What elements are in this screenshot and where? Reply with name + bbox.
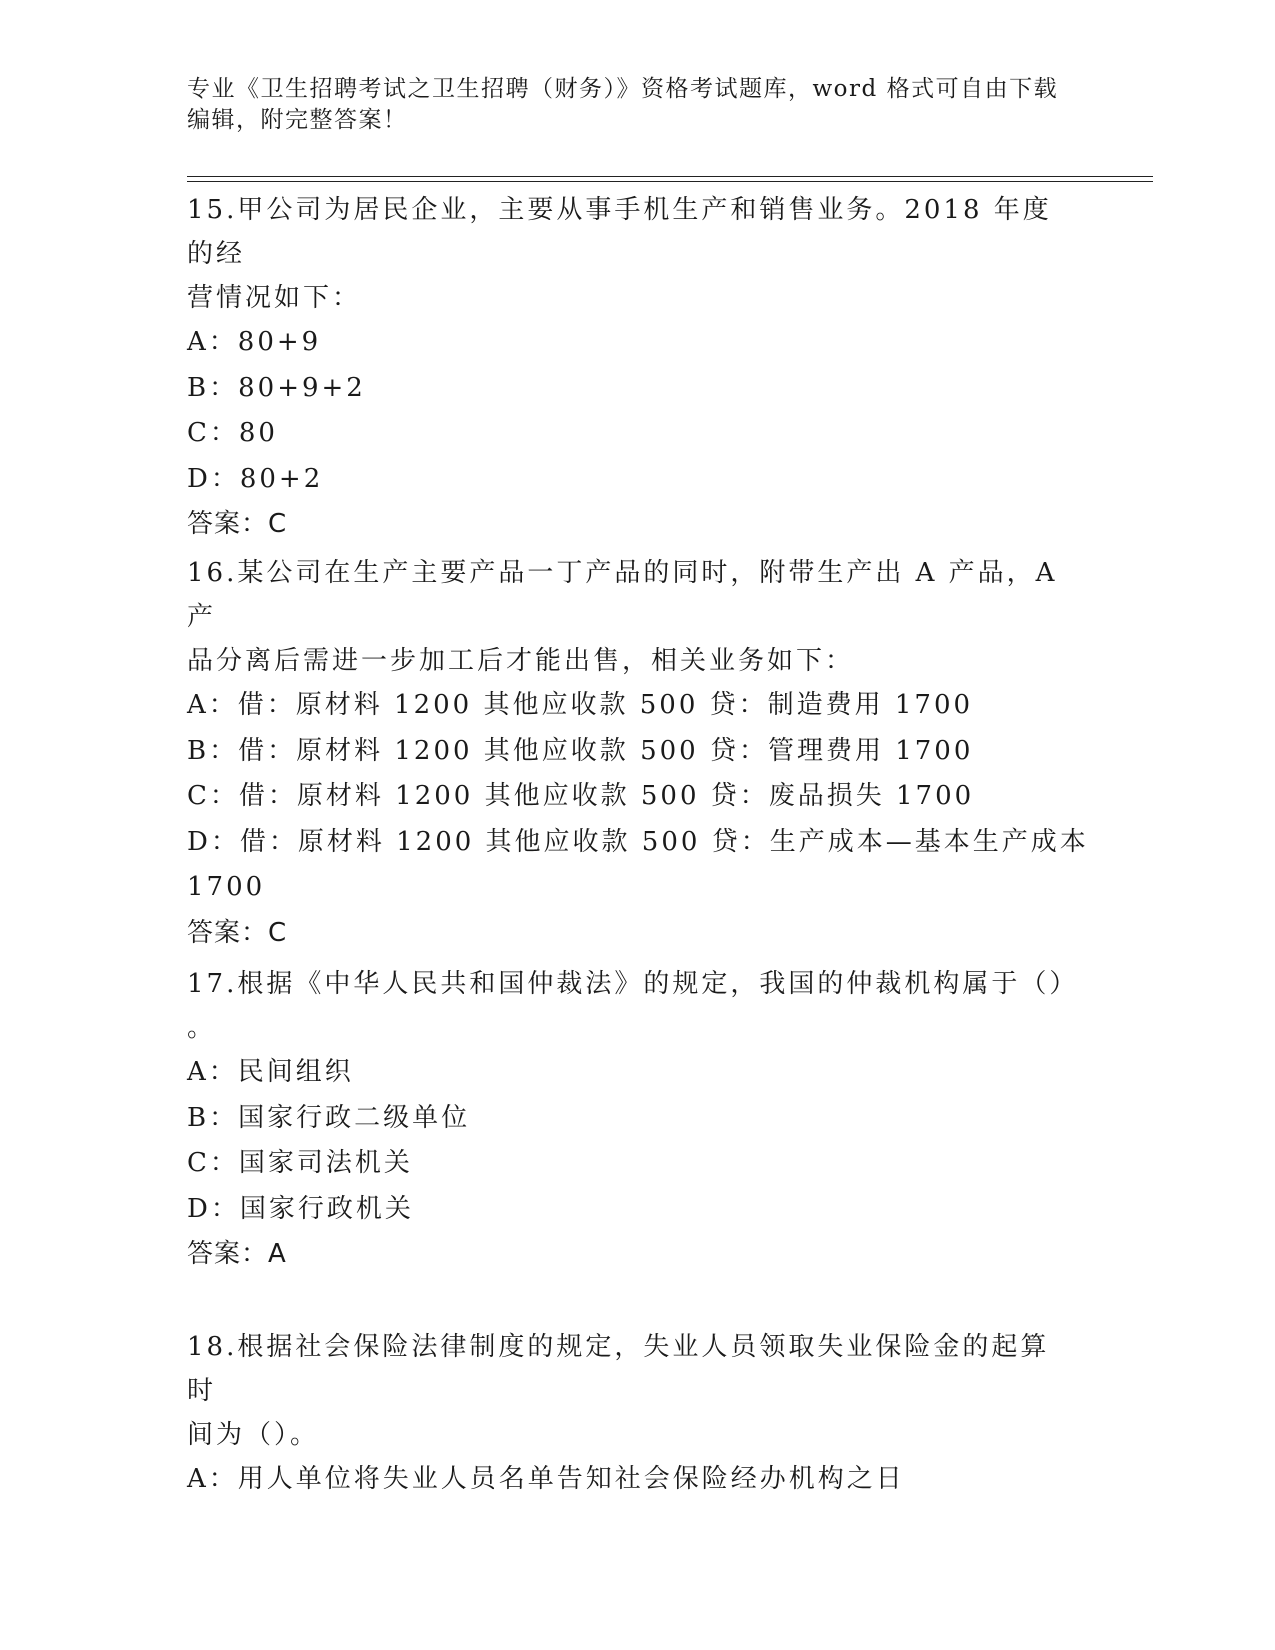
- option-b: B：国家行政二级单位: [187, 1102, 471, 1133]
- option-c: C：借：原材料 1200 其他应收款 500 贷：废品损失 1700: [187, 781, 975, 811]
- question-stem-continued: 营情况如下：: [187, 283, 362, 313]
- answer: 答案：C: [187, 917, 288, 948]
- option-b: B：借：原材料 1200 其他应收款 500 贷：管理费用 1700: [187, 735, 974, 766]
- question-16: [187, 551, 1089, 955]
- option-d: D：国家行政机关: [187, 1193, 414, 1224]
- option-b: B：80+9+2: [187, 372, 366, 403]
- question-15: [187, 188, 1067, 546]
- option-d: D：借：原材料 1200 其他应收款 500 贷：生产成本—基本生产成本: [187, 826, 1089, 857]
- option-d: D：80+2: [187, 463, 324, 494]
- question-stem-continued: 品分离后需进一步加工后才能出售，相关业务如下：: [187, 646, 855, 676]
- question-stem: 18.根据社会保险法律制度的规定，失业人员领取失业保险金的起算时: [187, 1332, 1050, 1406]
- question-18: [187, 1325, 1067, 1503]
- question-stem-continued: 。: [187, 1013, 217, 1043]
- document-header: [187, 74, 1067, 136]
- answer: 答案：A: [187, 1239, 287, 1269]
- header-line-1: 专业《卫生招聘考试之卫生招聘（财务）》资格考试题库，word 格式可自由下载: [187, 76, 1059, 102]
- option-d-continued: 1700: [187, 872, 266, 902]
- option-a: A：借：原材料 1200 其他应收款 500 贷：制造费用 1700: [187, 690, 974, 720]
- option-a: A：民间组织: [187, 1057, 354, 1087]
- option-c: C：80: [187, 418, 278, 448]
- header-divider-bottom: [187, 181, 1153, 182]
- question-17: [187, 962, 1079, 1276]
- option-c: C：国家司法机关: [187, 1148, 413, 1178]
- question-stem: 17.根据《中华人民共和国仲裁法》的规定，我国的仲裁机构属于（）: [187, 969, 1079, 999]
- option-a: A：80+9: [187, 327, 322, 357]
- answer: 答案：C: [187, 509, 288, 539]
- question-stem: 16.某公司在生产主要产品一丁产品的同时，附带生产出 A 产品，A 产: [187, 558, 1058, 632]
- header-line-2: 编辑，附完整答案！: [187, 107, 408, 133]
- option-a: A：用人单位将失业人员名单告知社会保险经办机构之日: [187, 1464, 905, 1494]
- question-stem: 15.甲公司为居民企业，主要从事手机生产和销售业务。2018 年度的经: [187, 195, 1052, 269]
- question-stem-continued: 间为（）。: [187, 1420, 320, 1450]
- header-divider-top: [187, 176, 1153, 177]
